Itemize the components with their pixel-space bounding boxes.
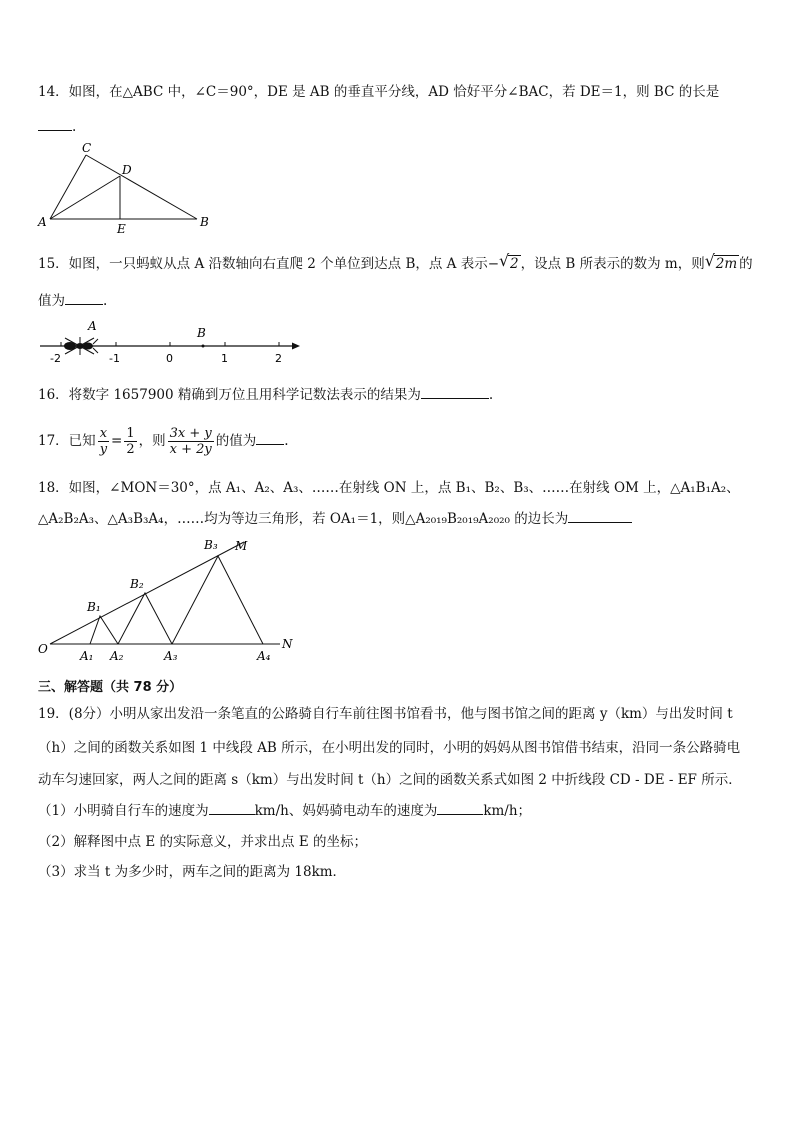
q15-text-part3: 的 [739, 256, 753, 272]
q19-sub1-text-c: km/h； [483, 803, 532, 819]
label-a2: A₂ [110, 649, 124, 663]
q18-answer-blank[interactable] [568, 508, 632, 523]
q17-period: . [284, 433, 289, 449]
q19-line3 [38, 770, 742, 790]
label-b: B [200, 215, 209, 229]
q19-sub3 [38, 862, 346, 882]
q19-bike-speed-blank[interactable] [209, 800, 255, 815]
q19-text-line2: （h）之间的函数关系如图 1 中线段 AB 所示，在小明出发的同时，小明的妈妈从图书馆借书结束，沿同一条公路骑电 [38, 740, 741, 756]
q19-sub2 [38, 832, 367, 852]
q19-line1 [38, 704, 733, 724]
q14-line2 [38, 116, 76, 137]
label-n: N [282, 637, 293, 651]
q15-line1 [38, 251, 753, 274]
q16-answer-blank[interactable] [421, 384, 489, 399]
q15-text-line2: 值为 [38, 293, 65, 309]
q15-sqrt-2: √ 2 [499, 251, 519, 272]
q18-line1 [38, 478, 740, 498]
q14-text: 14．如图，在△ABC 中，∠C＝90°，DE 是 AB 的垂直平分线，AD 恰好平分∠BAC，若 DE＝1，则 BC 的长是 [38, 84, 720, 100]
axis-arrow-icon [292, 343, 300, 350]
tick-label-minus1: -1 [109, 352, 120, 365]
q19-sub2-text: （2）解释图中点 E 的实际意义，并求出点 E 的坐标； [38, 834, 367, 850]
q17-fraction-one-half: $\frac{1}{2}$ [126, 426, 135, 457]
q19-sub1 [38, 800, 531, 821]
section-title-answers: 三、解答题（共 78 分） [38, 680, 183, 695]
ray-om [50, 542, 244, 644]
q18-line2 [38, 508, 632, 529]
q15-text-part1: 15．如图，一只蚂蚁从点 A 沿数轴向右直爬 2 个单位到达点 B，点 A 表示 [38, 256, 488, 272]
q19-line2 [38, 738, 740, 758]
label-d: D [122, 163, 132, 177]
q19-text-line3: 动车匀速回家，两人之间的距离 s（km）与出发时间 t（h）之间的函数关系式如图 2 中折线段 CD - DE - EF 所示． [38, 772, 742, 788]
q16-period: . [488, 387, 494, 403]
q15-number-line-figure [38, 318, 308, 366]
q15-line2 [38, 290, 107, 311]
label-e: E [117, 222, 126, 235]
point-b-dot [202, 345, 205, 348]
q14-period: . [72, 119, 77, 135]
label-point-b: B [197, 326, 206, 340]
q17-suffix: 的值为 [215, 433, 257, 449]
q15-period: . [103, 293, 108, 309]
q14-triangle-figure [34, 140, 219, 235]
q18-equilateral-triangles-figure [34, 534, 304, 666]
q14-answer-blank[interactable] [38, 116, 72, 131]
label-b3: B₃ [204, 538, 218, 552]
label-o: O [38, 642, 48, 656]
q17-fraction-expression: $\frac{3x + y}{x + 2y}$ [169, 426, 212, 457]
triangle-3 [172, 556, 263, 644]
q15-neg-sign: − [487, 256, 500, 272]
label-a: A [38, 215, 47, 229]
q18-text-line1: 18．如图，∠MON＝30°，点 A₁、A₂、A₃、……在射线 ON 上，点 B₁、B₂、B₃、……在射线 OM 上，△A₁B₁A₂、 [38, 480, 740, 496]
q19-sub1-text-a: （1）小明骑自行车的速度为 [38, 803, 209, 819]
q17-prefix: 17．已知 [38, 433, 96, 449]
q19-sub3-text: （3）求当 t 为多少时，两车之间的距离为 18km． [38, 864, 347, 880]
q18-text-line2: △A₂B₂A₃、△A₃B₃A₄，……均为等边三角形，若 OA₁＝1，则△A₂₀₁₉B₂₀₁₉A₂₀₂₀ 的边长为 [38, 511, 569, 527]
label-c: C [82, 141, 92, 155]
q19-ebike-speed-blank[interactable] [437, 800, 483, 815]
q15-sqrt-2m: √ 2m [704, 251, 738, 272]
label-b2: B₂ [130, 577, 144, 591]
segment-ad [50, 176, 120, 219]
q15-answer-blank[interactable] [65, 290, 103, 305]
q17-middle: ，则 [138, 433, 166, 449]
tick-label-1: 1 [221, 352, 228, 365]
q15-text-part2: ，设点 B 所表示的数为 m，则 [520, 256, 705, 272]
label-m: M [235, 539, 248, 553]
q19-sub1-text-b: km/h、妈妈骑电动车的速度为 [254, 803, 438, 819]
q17-answer-blank[interactable] [256, 430, 284, 445]
ant-icon [64, 337, 98, 355]
q17-equals: = [111, 433, 123, 449]
tick-label-2: 2 [275, 352, 282, 365]
q16-text: 16．将数字 1657900 精确到万位且用科学记数法表示的结果为 [38, 387, 421, 403]
tick-label-0: 0 [166, 352, 173, 365]
label-point-a: A [88, 319, 97, 333]
tick-label-minus2: -2 [50, 352, 61, 365]
q17-line [38, 424, 289, 458]
segment-ac [50, 155, 86, 219]
label-b1: B₁ [87, 600, 101, 614]
q19-text-line1: 19．(8分）小明从家出发沿一条笔直的公路骑自行车前往图书馆看书，他与图书馆之间的距离 y（km）与出发时间 t [38, 706, 733, 722]
triangle-2 [118, 593, 172, 644]
q17-fraction-x-over-y: $\frac{x}{y}$ [99, 426, 108, 457]
label-a1: A₁ [80, 649, 94, 663]
q14-line1 [38, 82, 719, 102]
label-a4: A₄ [257, 649, 271, 663]
q16-line [38, 384, 493, 405]
label-a3: A₃ [164, 649, 178, 663]
